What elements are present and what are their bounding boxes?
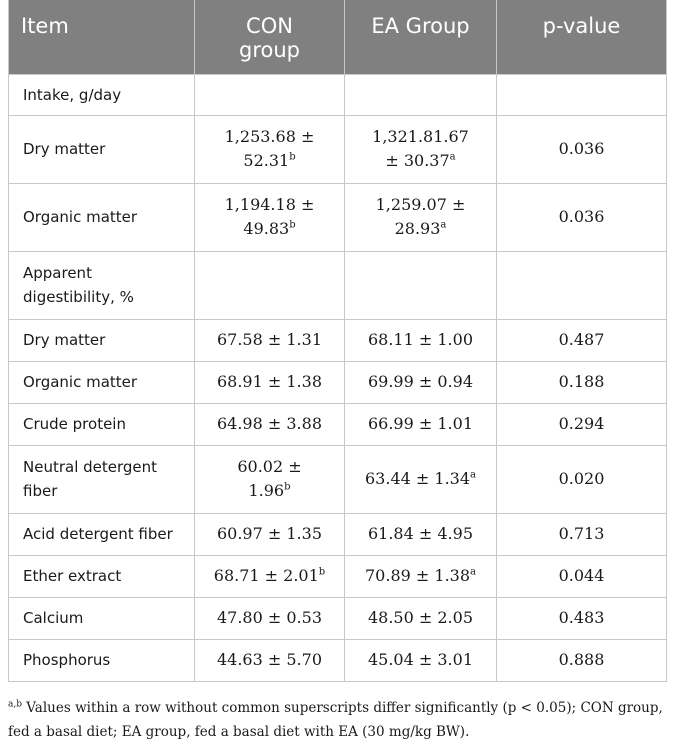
significance-superscript: b [289, 151, 296, 163]
table-row [9, 361, 667, 403]
ea-group-value-text: 61.84 ± 4.95 [367, 524, 473, 543]
con-group-value [195, 513, 345, 555]
header-p-value: p-value [497, 0, 667, 74]
p-value: 0.487 [497, 319, 667, 361]
row-item-label: Calcium [9, 597, 195, 639]
row-item-label: Crude protein [9, 403, 195, 445]
row-item-label: Organic matter [9, 361, 195, 403]
significance-superscript: a [470, 469, 476, 481]
ea-group-value [345, 513, 497, 555]
row-item-label: Neutral detergent fiber [9, 445, 195, 513]
table-row [9, 319, 667, 361]
con-group-value [195, 251, 345, 319]
ea-group-value [345, 115, 497, 183]
table-row [9, 251, 667, 319]
con-group-value-text: 67.58 ± 1.31 [216, 330, 322, 349]
con-group-value-text: 68.91 ± 1.38 [216, 372, 322, 391]
digestibility-table [8, 0, 667, 682]
significance-superscript: b [318, 566, 326, 578]
p-value: 0.713 [497, 513, 667, 555]
con-group-value-text: 60.97 ± 1.35 [216, 524, 322, 543]
row-item-label: Ether extract [9, 555, 195, 597]
p-value: 0.036 [497, 183, 667, 251]
ea-group-value [345, 251, 497, 319]
table-footnote [8, 696, 666, 744]
row-item-label: Dry matter [9, 319, 195, 361]
table-row [9, 403, 667, 445]
significance-superscript: a [440, 219, 447, 231]
header-ea-group: EA Group [345, 0, 497, 74]
ea-group-value-text: 45.04 ± 3.01 [367, 650, 473, 669]
ea-group-value [345, 403, 497, 445]
ea-group-value-text: 1,321.81.67 ± 30.37 [372, 127, 469, 170]
significance-superscript: a [470, 566, 476, 578]
row-item-label: Organic matter [9, 183, 195, 251]
header-con-group: CON group [195, 0, 345, 74]
con-group-value [195, 361, 345, 403]
ea-group-value [345, 183, 497, 251]
con-group-value-text: 1,194.18 ± 49.83 [224, 195, 315, 238]
p-value [497, 74, 667, 115]
ea-group-value [345, 555, 497, 597]
con-group-value-text: 64.98 ± 3.88 [216, 414, 322, 433]
p-value: 0.188 [497, 361, 667, 403]
p-value: 0.020 [497, 445, 667, 513]
table-row [9, 639, 667, 681]
row-item-label: Apparent digestibility, % [9, 251, 195, 319]
significance-superscript: a [449, 151, 456, 163]
con-group-value [195, 115, 345, 183]
con-group-value-text: 1,253.68 ± 52.31 [224, 127, 315, 170]
table-row [9, 74, 667, 115]
row-item-label: Acid detergent fiber [9, 513, 195, 555]
ea-group-value-text: 69.99 ± 0.94 [367, 372, 473, 391]
ea-group-value [345, 597, 497, 639]
ea-group-value-text: 63.44 ± 1.34 [365, 469, 471, 488]
table-row [9, 445, 667, 513]
p-value: 0.036 [497, 115, 667, 183]
footnote-superscript: a,b [8, 699, 22, 710]
con-group-value [195, 445, 345, 513]
ea-group-value-text: 48.50 ± 2.05 [367, 608, 473, 627]
con-group-value-text: 60.02 ± 1.96 [237, 457, 302, 500]
p-value: 0.483 [497, 597, 667, 639]
con-group-value [195, 639, 345, 681]
ea-group-value-text: 70.89 ± 1.38 [365, 566, 471, 585]
ea-group-value-text: 66.99 ± 1.01 [367, 414, 473, 433]
header-row [9, 0, 667, 74]
con-group-value [195, 74, 345, 115]
row-item-label: Intake, g/day [9, 74, 195, 115]
con-group-value-text: 68.71 ± 2.01 [213, 566, 319, 585]
p-value [497, 251, 667, 319]
con-group-value [195, 555, 345, 597]
ea-group-value [345, 361, 497, 403]
row-item-label: Phosphorus [9, 639, 195, 681]
con-group-value-text: 47.80 ± 0.53 [216, 608, 322, 627]
p-value: 0.044 [497, 555, 667, 597]
table-row [9, 513, 667, 555]
table-row [9, 597, 667, 639]
ea-group-value [345, 445, 497, 513]
con-group-value [195, 403, 345, 445]
p-value: 0.888 [497, 639, 667, 681]
footnote-text: Values within a row without common superscripts differ significantly (p < 0.05); CON group, fed a basal diet; EA group, fed a basal diet with EA (30 mg/kg BW). [8, 700, 663, 740]
con-group-value-text: 44.63 ± 5.70 [216, 650, 322, 669]
con-group-value [195, 319, 345, 361]
table-row [9, 115, 667, 183]
row-item-label: Dry matter [9, 115, 195, 183]
table-row [9, 183, 667, 251]
ea-group-value [345, 639, 497, 681]
header-item: Item [9, 0, 195, 74]
con-group-value [195, 183, 345, 251]
p-value: 0.294 [497, 403, 667, 445]
table-row [9, 555, 667, 597]
ea-group-value-text: 68.11 ± 1.00 [367, 330, 473, 349]
ea-group-value-text: 1,259.07 ± 28.93 [375, 195, 466, 238]
significance-superscript: b [284, 481, 291, 493]
ea-group-value [345, 74, 497, 115]
ea-group-value [345, 319, 497, 361]
con-group-value [195, 597, 345, 639]
significance-superscript: b [289, 219, 296, 231]
